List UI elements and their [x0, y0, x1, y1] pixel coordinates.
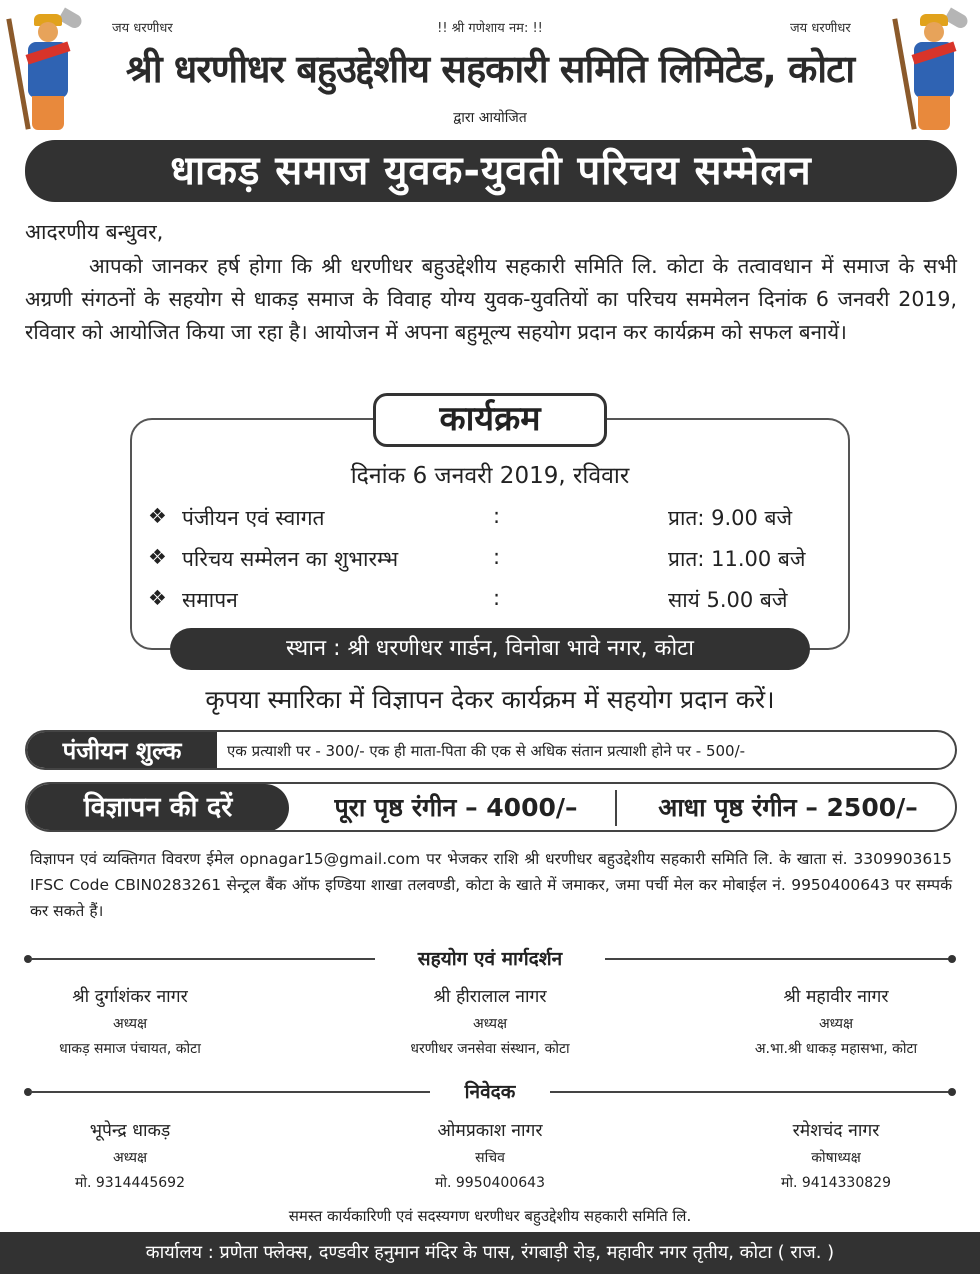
full-page-rate: पूरा पृष्ठ रंगीन – 4000/– [334, 793, 578, 822]
programme-item-label: परिचय सम्मेलन का शुभारम्भ [182, 547, 399, 571]
person-phone: मो. 9314445692 [75, 1175, 185, 1191]
organized-by: द्वारा आयोजित [453, 110, 527, 126]
programme-date: दिनांक 6 जनवरी 2019, रविवार [350, 463, 630, 489]
person-role: कोषाध्यक्ष [811, 1150, 861, 1166]
center-blessing: !! श्री गणेशाय नम: !! [437, 21, 543, 36]
person-name: भूपेन्द्र धाकड़ [89, 1121, 171, 1141]
person-org: धाकड़ समाज पंचायत, कोटा [59, 1041, 201, 1057]
rate-divider [615, 790, 617, 826]
separator-line [30, 1091, 430, 1093]
person-org: अ.भा.श्री धाकड़ महासभा, कोटा [754, 1041, 918, 1057]
programme-item [148, 545, 838, 579]
person-role: अध्यक्ष [112, 1016, 148, 1032]
person-role: सचिव [475, 1150, 505, 1166]
right-blessing: जय धरणीधर [790, 21, 851, 36]
separator-dot [948, 955, 956, 963]
appellant-person [686, 1118, 980, 1192]
person-name: ओमप्रकाश नागर [437, 1121, 543, 1141]
organization-title: श्री धरणीधर बहुउद्देशीय सहकारी समिति लिमिटेड, कोटा [125, 47, 855, 91]
invitation-body: आपको जानकर हर्ष होगा कि श्री धरणीधर बहुउद्देशीय सहकारी समिति लि. कोटा के तत्वावधान में समाज के सभी अग्रणी संगठनों के सहयोग से धाकड़ समाज के विवाह योग्य युवक-युवतियों का परिचय सममेलन दिनांक 6 जनवरी 2019, रविवार को आयोजित किया जा रहा है। आयोजन में अपना बहुमूल्य सहयोग प्रदान कर कार्यक्रम को सफल बनायें। [25, 254, 957, 344]
office-address-bar: कार्यालय : प्रणेता फ्लेक्स, दण्डवीर हनुमान मंदिर के पास, रंगबाड़ी रोड़, महावीर नगर तृतीय, कोटा ( राज. ) [0, 1232, 980, 1274]
ad-rates-label: विज्ञापन की दरें [27, 784, 289, 832]
separator-line [550, 1091, 950, 1093]
guidance-person [340, 984, 640, 1058]
programme-item-label: समापन [182, 588, 238, 612]
person-org: धरणीधर जनसेवा संस्थान, कोटा [410, 1041, 570, 1057]
programme-item-time: सायं 5.00 बजे [668, 588, 788, 612]
person-name: श्री हीरालाल नागर [433, 987, 547, 1007]
programme-title: कार्यक्रम [373, 393, 607, 447]
programme-item [148, 504, 838, 538]
separator-line [605, 958, 950, 960]
bullet-icon: ❖ [148, 504, 167, 528]
guidance-person [0, 984, 280, 1058]
person-role: अध्यक्ष [112, 1150, 148, 1166]
guidance-person [686, 984, 980, 1058]
bullet-icon: ❖ [148, 545, 167, 569]
salutation: आदरणीय बन्धुवर, [25, 220, 164, 244]
appellant-person [0, 1118, 280, 1192]
registration-fee-bar [25, 730, 957, 770]
registration-fee-text: एक प्रत्याशी पर - 300/- एक ही माता-पिता की एक से अधिक संतान प्रत्याशी होने पर - 500/- [227, 742, 746, 760]
venue-banner: स्थान : श्री धरणीधर गार्डन, विनोबा भावे नगर, कोटा [170, 628, 810, 670]
person-role: अध्यक्ष [472, 1016, 508, 1032]
programme-item-label: पंजीयन एवं स्वागत [182, 506, 325, 530]
separator-line [30, 958, 375, 960]
half-page-rate: आधा पृष्ठ रंगीन – 2500/– [658, 793, 918, 822]
bullet-icon: ❖ [148, 586, 167, 610]
footer-note: समस्त कार्यकारिणी एवं सदस्यगण धरणीधर बहुउद्देशीय सहकारी समिति लि. [288, 1207, 692, 1225]
programme-item-colon: : [493, 545, 501, 569]
person-phone: मो. 9950400643 [435, 1175, 545, 1191]
person-name: श्री दुर्गाशंकर नागर [72, 987, 188, 1007]
advertisement-appeal: कृपया स्मारिका में विज्ञापन देकर कार्यक्रम में सहयोग प्रदान करें। [205, 685, 775, 714]
appellants-title: निवेदक [430, 1078, 550, 1104]
person-phone: मो. 9414330829 [781, 1175, 891, 1191]
programme-item-time: प्रात: 9.00 बजे [668, 506, 793, 530]
person-name: श्री महावीर नागर [783, 987, 889, 1007]
programme-item-colon: : [493, 504, 501, 528]
payment-info: विज्ञापन एवं व्यक्तिगत विवरण ईमेल opnagar15@gmail.com पर भेजकर राशि श्री धरणीधर बहुउद्देशीय सहकारी समिति लि. के खाता सं. 3309903615 IFSC Code CBIN0283261 सेन्ट्रल बैंक ऑफ इण्डिया शाखा तलवण्डी, कोटा के खाते में जमाकर, जमा पर्ची मेल कर मोबाईल नं. 9950400643 पर सम्पर्क कर सकते हैं। [30, 850, 952, 920]
person-role: अध्यक्ष [818, 1016, 854, 1032]
programme-item-colon: : [493, 586, 501, 610]
appellant-person [340, 1118, 640, 1192]
left-blessing: जय धरणीधर [112, 21, 173, 36]
programme-item [148, 586, 838, 620]
guidance-title: सहयोग एवं मार्गदर्शन [375, 945, 605, 971]
person-name: रमेशचंद नागर [792, 1121, 880, 1141]
event-title-banner: धाकड़ समाज युवक-युवती परिचय सम्मेलन [25, 140, 957, 202]
registration-fee-label: पंजीयन शुल्क [27, 732, 217, 770]
separator-dot [948, 1088, 956, 1096]
programme-item-time: प्रात: 11.00 बजे [668, 547, 806, 571]
ad-rates-bar [25, 782, 957, 832]
